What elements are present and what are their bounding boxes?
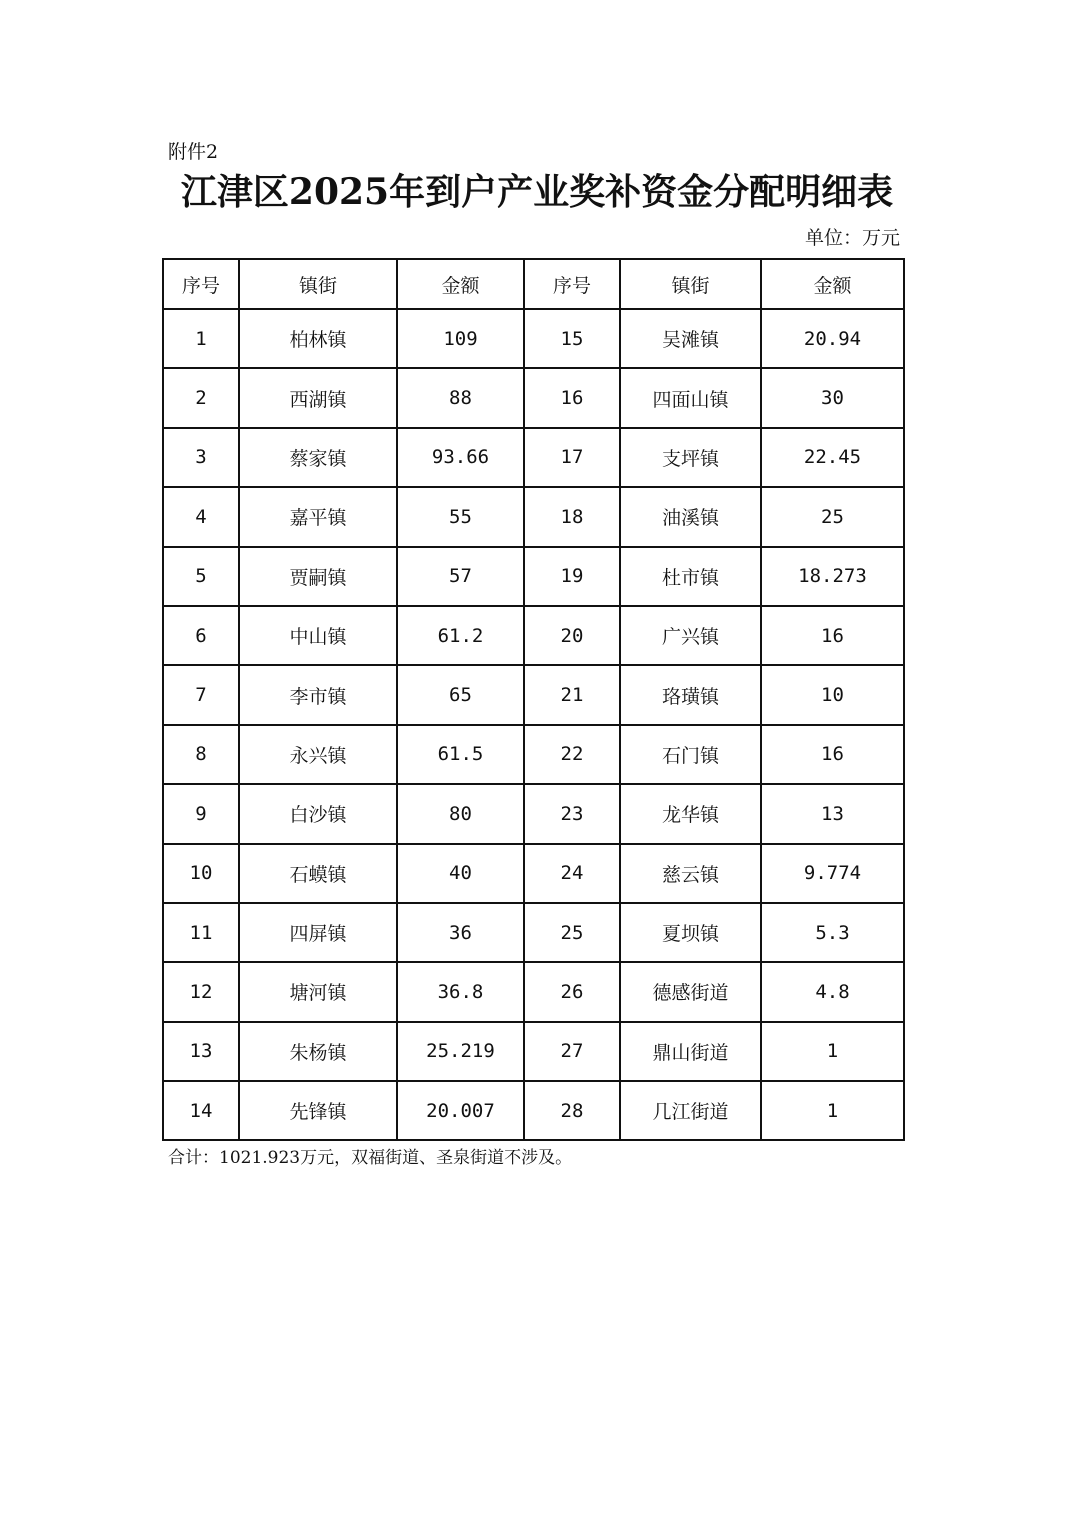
row-town-right: 广兴镇: [620, 606, 761, 665]
row-amount-left: 65: [397, 665, 524, 724]
row-no-left: 9: [163, 784, 239, 843]
table-row: [163, 784, 904, 843]
row-town-left: 朱杨镇: [239, 1022, 397, 1081]
table-row: [163, 1022, 904, 1081]
row-amount-left: 36: [397, 903, 524, 962]
attachment-label: 附件2: [168, 141, 219, 163]
row-town-right: 夏坝镇: [620, 903, 761, 962]
table-row: [163, 962, 904, 1021]
row-no-right: 25: [524, 903, 620, 962]
row-town-left: 白沙镇: [239, 784, 397, 843]
row-amount-left: 55: [397, 487, 524, 546]
row-town-left: 贾嗣镇: [239, 547, 397, 606]
row-no-right: 26: [524, 962, 620, 1021]
row-amount-right: 4.8: [761, 962, 904, 1021]
table-row: [163, 1081, 904, 1140]
row-amount-right: 16: [761, 606, 904, 665]
row-town-right: 杜市镇: [620, 547, 761, 606]
row-town-right: 几江街道: [620, 1081, 761, 1140]
row-no-right: 21: [524, 665, 620, 724]
row-town-left: 石蟆镇: [239, 844, 397, 903]
table-row: [163, 368, 904, 427]
row-town-left: 蔡家镇: [239, 428, 397, 487]
row-amount-right: 30: [761, 368, 904, 427]
row-no-right: 16: [524, 368, 620, 427]
row-amount-right: 10: [761, 665, 904, 724]
table-row: [163, 606, 904, 665]
row-town-right: 支坪镇: [620, 428, 761, 487]
row-town-right: 龙华镇: [620, 784, 761, 843]
row-amount-left: 93.66: [397, 428, 524, 487]
row-town-left: 西湖镇: [239, 368, 397, 427]
row-town-right: 四面山镇: [620, 368, 761, 427]
header-no-left: 序号: [163, 259, 239, 309]
row-no-left: 1: [163, 309, 239, 368]
row-town-right: 鼎山街道: [620, 1022, 761, 1081]
table-row: [163, 547, 904, 606]
row-town-left: 四屏镇: [239, 903, 397, 962]
row-amount-right: 20.94: [761, 309, 904, 368]
row-no-right: 24: [524, 844, 620, 903]
header-town-left: 镇街: [239, 259, 397, 309]
row-no-right: 23: [524, 784, 620, 843]
total-footnote: 合计：1021.923万元，双福街道、圣泉街道不涉及。: [168, 1148, 573, 1168]
table-row: [163, 665, 904, 724]
row-no-left: 7: [163, 665, 239, 724]
row-amount-right: 22.45: [761, 428, 904, 487]
row-amount-left: 88: [397, 368, 524, 427]
row-town-right: 吴滩镇: [620, 309, 761, 368]
table-row: [163, 309, 904, 368]
table-row: [163, 903, 904, 962]
row-no-right: 19: [524, 547, 620, 606]
unit-label: 单位：万元: [804, 227, 900, 249]
row-amount-right: 13: [761, 784, 904, 843]
row-amount-left: 61.5: [397, 725, 524, 784]
table-row: [163, 428, 904, 487]
row-no-left: 14: [163, 1081, 239, 1140]
row-amount-left: 25.219: [397, 1022, 524, 1081]
row-no-left: 3: [163, 428, 239, 487]
row-no-left: 12: [163, 962, 239, 1021]
row-no-left: 8: [163, 725, 239, 784]
row-no-right: 17: [524, 428, 620, 487]
row-town-right: 德感街道: [620, 962, 761, 1021]
table-row: [163, 844, 904, 903]
row-amount-left: 40: [397, 844, 524, 903]
header-town-right: 镇街: [620, 259, 761, 309]
row-town-left: 李市镇: [239, 665, 397, 724]
row-no-right: 27: [524, 1022, 620, 1081]
row-no-left: 4: [163, 487, 239, 546]
row-no-right: 15: [524, 309, 620, 368]
row-town-right: 珞璜镇: [620, 665, 761, 724]
row-amount-right: 5.3: [761, 903, 904, 962]
row-amount-left: 61.2: [397, 606, 524, 665]
row-amount-right: 25: [761, 487, 904, 546]
row-town-left: 塘河镇: [239, 962, 397, 1021]
page-title: 江津区2025年到户产业奖补资金分配明细表: [180, 171, 894, 213]
header-amount-right: 金额: [761, 259, 904, 309]
row-amount-left: 80: [397, 784, 524, 843]
row-town-right: 石门镇: [620, 725, 761, 784]
row-town-left: 柏林镇: [239, 309, 397, 368]
row-town-left: 嘉平镇: [239, 487, 397, 546]
row-amount-left: 109: [397, 309, 524, 368]
row-amount-right: 1: [761, 1022, 904, 1081]
row-town-right: 慈云镇: [620, 844, 761, 903]
row-no-left: 13: [163, 1022, 239, 1081]
row-town-left: 永兴镇: [239, 725, 397, 784]
row-amount-left: 36.8: [397, 962, 524, 1021]
row-amount-right: 16: [761, 725, 904, 784]
table-header-row: [163, 259, 904, 309]
allocation-table: [162, 258, 905, 1141]
row-amount-right: 18.273: [761, 547, 904, 606]
row-town-left: 先锋镇: [239, 1081, 397, 1140]
header-no-right: 序号: [524, 259, 620, 309]
row-no-right: 28: [524, 1081, 620, 1140]
row-no-left: 6: [163, 606, 239, 665]
table-row: [163, 725, 904, 784]
row-town-right: 油溪镇: [620, 487, 761, 546]
row-amount-right: 9.774: [761, 844, 904, 903]
table-row: [163, 487, 904, 546]
row-no-right: 22: [524, 725, 620, 784]
row-amount-left: 20.007: [397, 1081, 524, 1140]
row-no-right: 20: [524, 606, 620, 665]
row-amount-left: 57: [397, 547, 524, 606]
row-no-right: 18: [524, 487, 620, 546]
row-amount-right: 1: [761, 1081, 904, 1140]
row-no-left: 10: [163, 844, 239, 903]
header-amount-left: 金额: [397, 259, 524, 309]
row-town-left: 中山镇: [239, 606, 397, 665]
row-no-left: 11: [163, 903, 239, 962]
row-no-left: 5: [163, 547, 239, 606]
row-no-left: 2: [163, 368, 239, 427]
